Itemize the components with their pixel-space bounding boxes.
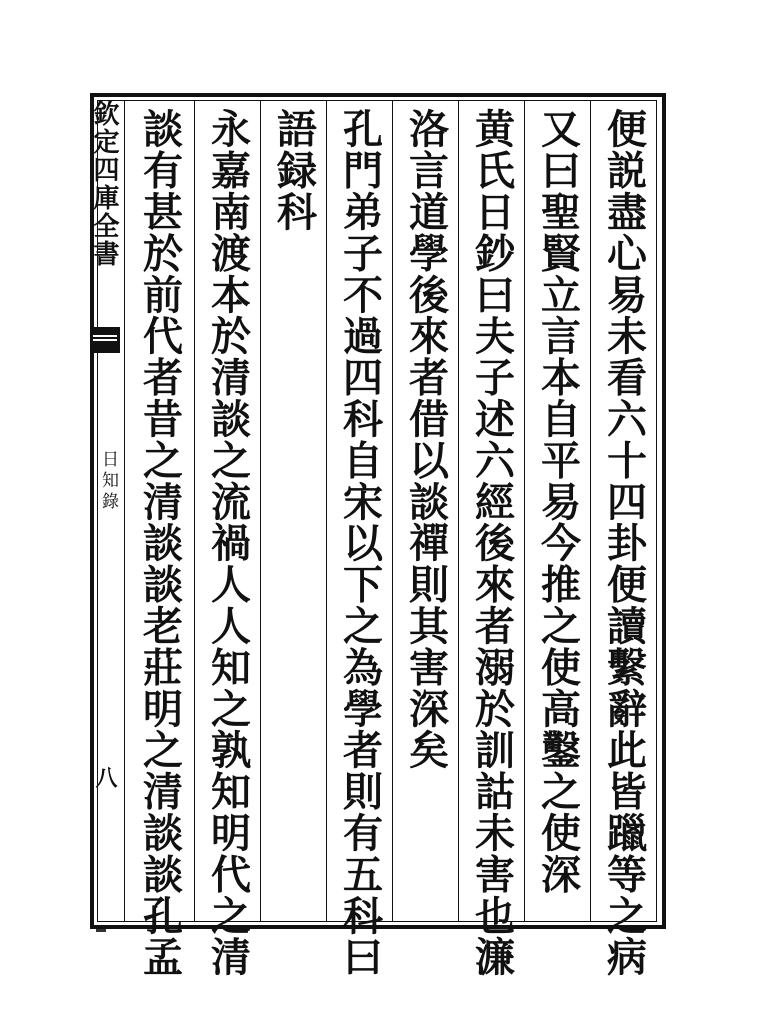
text-column-1 <box>590 100 656 978</box>
bottom-mark <box>96 929 106 932</box>
text-column-3 <box>458 100 524 978</box>
margin-title: 欽定四庫全書 <box>89 100 119 268</box>
margin-page-number: 八 <box>92 766 118 788</box>
text-column-4 <box>392 100 458 922</box>
column-text: 黄氏日鈔曰夫子述六經後來者溺於訓詁未害也濂 <box>468 108 516 978</box>
text-column-2 <box>524 100 590 922</box>
column-text: 孔門弟子不過四科自宋以下之為學者則有五科曰 <box>336 108 384 978</box>
text-column-6 <box>260 100 326 922</box>
column-text: 又曰聖賢立言本自平易今推之使高鑿之使深 <box>534 108 582 895</box>
column-text: 語録科 <box>270 108 318 233</box>
fish-tail-mark-icon <box>90 327 120 353</box>
margin-book-name: 日知錄 <box>98 450 118 513</box>
text-column-7 <box>194 100 260 978</box>
text-column-5 <box>326 100 392 978</box>
text-column-8 <box>124 100 194 978</box>
column-text: 洛言道學後來者借以談禪則其害深矣 <box>402 108 450 771</box>
column-text: 永嘉南渡本於清談之流禍人人知之孰知明代之清 <box>204 108 252 978</box>
column-text: 談有甚於前代者昔之清談談老莊明之清談談孔孟 <box>136 108 184 978</box>
column-text: 便説盡心易未看六十四卦便讀繫辭此皆躐等之病 <box>600 108 648 978</box>
